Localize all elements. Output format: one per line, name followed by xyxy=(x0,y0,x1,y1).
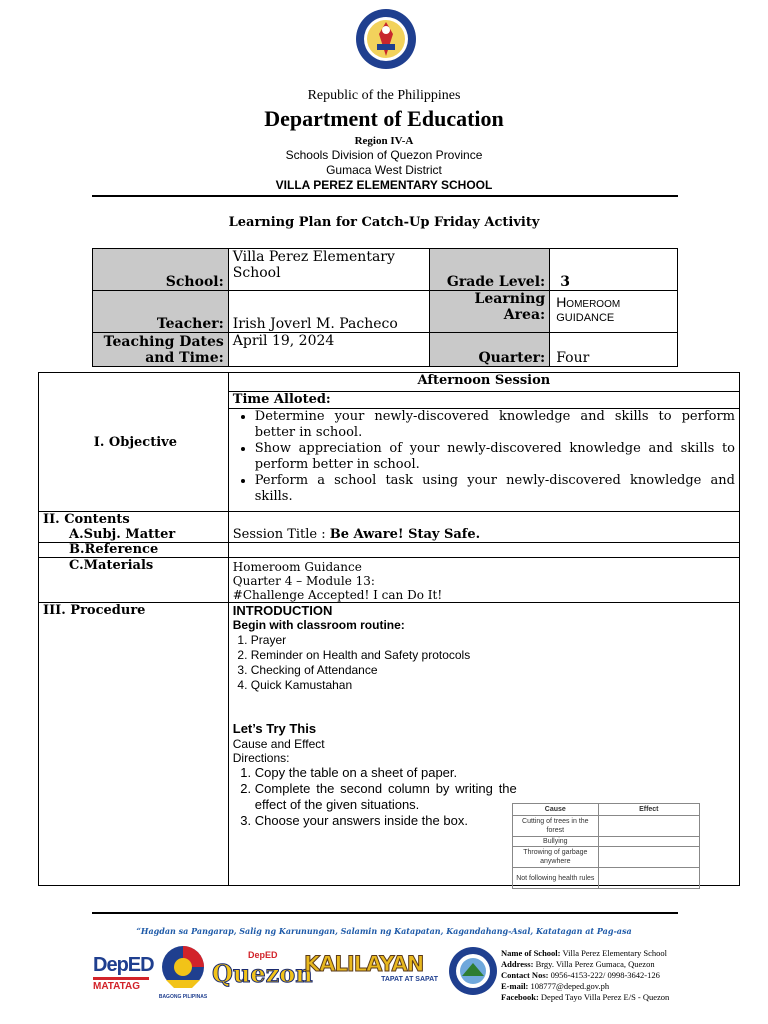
materials-item: #Challenge Accepted! I can Do It! xyxy=(232,588,443,602)
document-title: Learning Plan for Catch-Up Friday Activity xyxy=(228,215,540,230)
deped-quezon-logo xyxy=(212,950,313,998)
deped-seal-logo xyxy=(355,8,417,70)
school-contact-info xyxy=(501,948,669,1003)
info-table xyxy=(92,248,678,367)
contact-value: 0956-4153-222/ 0998-3642-126 xyxy=(550,970,660,980)
quarter-value: Four xyxy=(550,333,678,367)
objective-item: • Perform a school task using your newly-discovered knowledge and skills. xyxy=(255,473,735,505)
dates-label: Teaching Dates and Time: xyxy=(93,333,229,367)
address-value: Brgy. Villa Perez Gumaca, Quezon xyxy=(535,959,655,969)
district-text: Gumaca West District xyxy=(326,163,442,177)
cause-cell: Not following health rules xyxy=(513,868,599,889)
bagong-pilipinas-logo xyxy=(158,944,208,1004)
reference-label: B.Reference xyxy=(39,543,229,558)
subj-matter-label: A.Subj. Matter xyxy=(69,527,176,542)
footer-divider xyxy=(92,912,678,914)
cause-header: Cause xyxy=(513,804,599,816)
name-label: Name of School: xyxy=(501,948,561,958)
grade-value: 3 xyxy=(550,249,678,291)
effect-cell xyxy=(598,816,699,837)
dates-value: April 19, 2024 xyxy=(228,333,430,367)
kalilayan-logo-text: KALILAYAN xyxy=(304,952,424,976)
materials-item: Homeroom Guidance xyxy=(232,560,362,574)
teacher-label: Teacher: xyxy=(93,291,229,333)
kalilayan-sub-text: TAPAT AT SAPAT xyxy=(381,976,438,983)
materials-item: Quarter 4 – Module 13: xyxy=(232,574,375,588)
email-value[interactable]: 108777@deped.gov.ph xyxy=(530,981,610,991)
school-seal-logo xyxy=(448,946,498,996)
contact-label: Contact Nos: xyxy=(501,970,549,980)
try-subheading: Cause and Effect xyxy=(232,737,325,751)
area-value xyxy=(550,291,678,333)
materials-label: C.Materials xyxy=(39,558,229,603)
cause-cell: Bullying xyxy=(513,837,599,847)
session-title: Afternoon Session xyxy=(228,373,739,392)
school-label: School: xyxy=(93,249,229,291)
reference-value xyxy=(228,543,739,558)
routine-heading: Begin with classroom routine: xyxy=(232,618,405,632)
effect-cell xyxy=(598,837,699,847)
name-value: Villa Perez Elementary School xyxy=(562,948,668,958)
department-title: Department of Education xyxy=(264,106,504,131)
cause-cell: Throwing of garbage anywhere xyxy=(513,847,599,868)
contents-label: II. Contents xyxy=(43,512,130,527)
objectives-list xyxy=(233,409,735,505)
session-title-prefix: Session Title : xyxy=(232,527,326,542)
routine-item: 1. Prayer xyxy=(251,633,735,648)
bagong-pilipinas-emblem-icon xyxy=(158,944,208,990)
subj-matter-cell xyxy=(228,512,739,543)
cause-effect-table xyxy=(512,803,700,889)
matatag-logo-text: MATATAG xyxy=(93,981,141,992)
contents-cell xyxy=(39,512,229,543)
grade-label: Grade Level: xyxy=(430,249,550,291)
objective-item: • Show appreciation of your newly-discovered knowledge and skills to perform better in school. xyxy=(255,441,735,473)
quarter-label: Quarter: xyxy=(430,333,550,367)
direction-item: 1. Copy the table on a sheet of paper. xyxy=(255,765,517,781)
email-label: E-mail: xyxy=(501,981,529,991)
objective-label: I. Objective xyxy=(39,373,229,512)
facebook-label: Facebook: xyxy=(501,992,539,1002)
routine-item: 3. Checking of Attendance xyxy=(251,663,735,678)
cause-cell: Cutting of trees in the forest xyxy=(513,816,599,837)
republic-text: Republic of the Philippines xyxy=(307,88,461,103)
deped-logo-text: DepED xyxy=(93,954,154,976)
school-value: Villa Perez Elementary School xyxy=(228,249,430,291)
division-text: Schools Division of Quezon Province xyxy=(285,148,483,162)
area-label: Learning Area: xyxy=(430,291,550,333)
objectives-cell xyxy=(228,409,739,512)
objective-item: • Determine your newly-discovered knowledge and skills to perform better in school. xyxy=(255,409,735,441)
effect-cell xyxy=(598,868,699,889)
routine-item: 2. Reminder on Health and Safety protocols xyxy=(251,648,735,663)
try-heading: Let’s Try This xyxy=(232,721,317,736)
time-alloted: Time Alloted: xyxy=(228,392,739,409)
school-motto: “Hagdan sa Pangarap, Salig ng Karunungan, Salamin ng Katapatan, Kagandahang-Asal, Katatagan at Pag-asa xyxy=(136,926,632,936)
region-text: Region IV-A xyxy=(354,135,414,147)
procedure-label: III. Procedure xyxy=(39,603,229,886)
materials-cell xyxy=(228,558,739,603)
session-title-value: Be Aware! Stay Safe. xyxy=(329,527,481,542)
effect-cell xyxy=(598,847,699,868)
deped-matatag-logo xyxy=(93,950,153,1000)
header-divider xyxy=(92,195,678,197)
directions-list xyxy=(233,765,517,829)
kalilayan-logo xyxy=(304,952,444,996)
direction-item: 2. Complete the second column by writing the effect of the given situations. xyxy=(255,781,517,813)
area-value-guidance: GUIDANCE xyxy=(556,312,615,324)
bagong-pilipinas-text: BAGONG PILIPINAS xyxy=(158,994,208,1000)
area-value-homeroom: Homeroom xyxy=(556,294,621,310)
address-label: Address: xyxy=(501,959,534,969)
effect-header: Effect xyxy=(598,804,699,816)
teacher-value: Irish Joverl M. Pacheco xyxy=(228,291,430,333)
intro-heading: INTRODUCTION xyxy=(232,603,333,618)
facebook-value: Deped Tayo Villa Perez E/S - Quezon xyxy=(540,992,670,1002)
school-name-header: VILLA PEREZ ELEMENTARY SCHOOL xyxy=(275,178,493,192)
directions-label: Directions: xyxy=(232,751,290,765)
routine-item: 4. Quick Kamustahan xyxy=(251,678,735,693)
routine-list xyxy=(233,633,735,693)
direction-item: 3. Choose your answers inside the box. xyxy=(255,813,517,829)
quezon-logo-text: Quezon xyxy=(212,959,313,988)
deped-quezon-top-text: DepED xyxy=(248,950,278,960)
